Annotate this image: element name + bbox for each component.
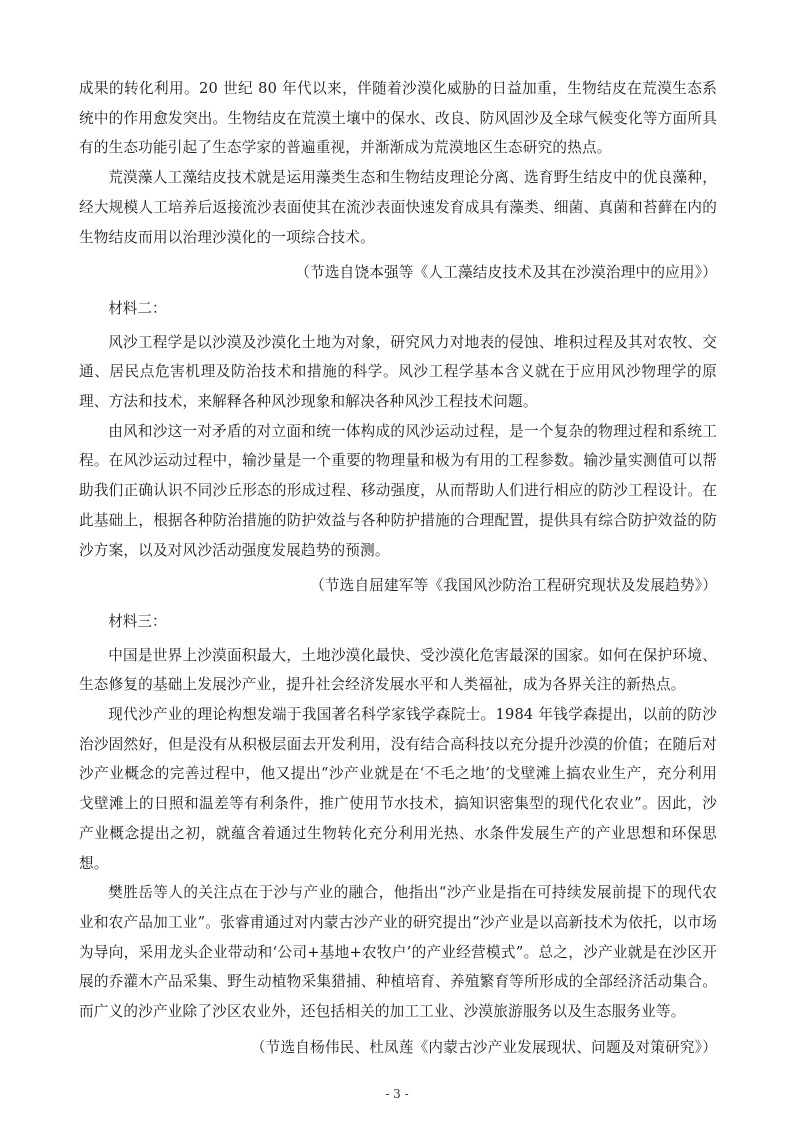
page-number: - 3 - <box>385 1087 409 1101</box>
paragraph: 樊胜岳等人的关注点在于沙与产业的融合，他指出“沙产业是指在可持续发展前提下的现代农业和农产品加工业”。张睿甫通过对内蒙古沙产业的研究提出“沙产业是以高新技术为依托，以市场为导向，采用龙头企业带动和‘公司+基地+农牧户’的产业经营模式”。总之，沙产业就是在沙区开展的乔灌木产品采集、野生动植物采集猎捕、种植培育、养殖繁育等所形成的全部经济活动集合。而广义的沙产业除了沙区农业外，还包括相关的加工工业、沙漠旅游服务以及生态服务业等。 <box>79 884 717 1021</box>
source-citation: （节选自饶本强等《人工藻结皮技术及其在沙漠治理中的应用》） <box>295 264 717 282</box>
paragraph: 成果的转化利用。20 世纪 80 年代以来，伴随着沙漠化威胁的日益加重，生物结皮在荒漠生态系统中的作用愈发突出。生物结皮在荒漠土壤中的保水、改良、防风固沙及全球气候变化等方面所具有的生态功能引起了生态学家的普遍重视，并渐渐成为荒漠地区生态研究的热点。 <box>79 80 717 157</box>
paragraph: 中国是世界上沙漠面积最大，土地沙漠化最快、受沙漠化危害最深的国家。如何在保护环境、生态修复的基础上发展沙产业，提升社会经济发展水平和人类福祉，成为各界关注的新热点。 <box>79 646 717 694</box>
source-citation: （节选自杨伟民、杜凤莲《内蒙古沙产业发展现状、问题及对策研究》） <box>250 1038 717 1056</box>
section-label: 材料二： <box>108 299 167 317</box>
paragraph: 现代沙产业的理论构想发端于我国著名科学家钱学森院士。1984 年钱学森提出，以前的防沙治沙固然好，但是没有从积极层面去开发利用，没有结合高科技以充分提升沙漠的价值；在随后对沙产业概念的完善过程中，他又提出“沙产业就是在‘不毛之地’的戈壁滩上搞农业生产，充分利用戈壁滩上的日照和温差等有利条件，推广使用节水技术，搞知识密集型的现代化农业”。因此，沙产业概念提出之初，就蕴含着通过生物转化充分利用光热、水条件发展生产的产业思想和环保思想。 <box>79 706 717 872</box>
paragraph: 风沙工程学是以沙漠及沙漠化土地为对象，研究风力对地表的侵蚀、堆积过程及其对农牧、交通、居民点危害机理及防治技术和措施的科学。风沙工程学基本含义就在于应用风沙物理学的原理、方法和技术，来解释各种风沙现象和解决各种风沙工程技术问题。 <box>79 333 717 411</box>
section-label: 材料三： <box>108 612 167 630</box>
document-body <box>79 74 717 1069</box>
paragraph: 荒漠藻人工藻结皮技术就是运用藻类生态和生物结皮理论分离、选育野生结皮中的优良藻种，经大规模人工培养后返接流沙表面使其在流沙表面快速发育成具有藻类、细菌、真菌和苔藓在内的生物结皮而用以治理沙漠化的一项综合技术。 <box>79 169 717 246</box>
paragraph: 由风和沙这一对矛盾的对立面和统一体构成的风沙运动过程，是一个复杂的物理过程和系统工程。在风沙运动过程中，输沙量是一个重要的物理量和极为有用的工程参数。输沙量实测值可以帮助我们正确认识不同沙丘形态的形成过程、移动强度，从而帮助人们进行相应的防沙工程设计。在此基础上，根据各种防治措施的防护效益与各种防护措施的合理配置，提供具有综合防护效益的防沙方案，以及对风沙活动强度发展趋势的预测。 <box>79 422 717 559</box>
source-citation: （节选自屈建军等《我国风沙防治工程研究现状及发展趋势》） <box>310 577 717 595</box>
